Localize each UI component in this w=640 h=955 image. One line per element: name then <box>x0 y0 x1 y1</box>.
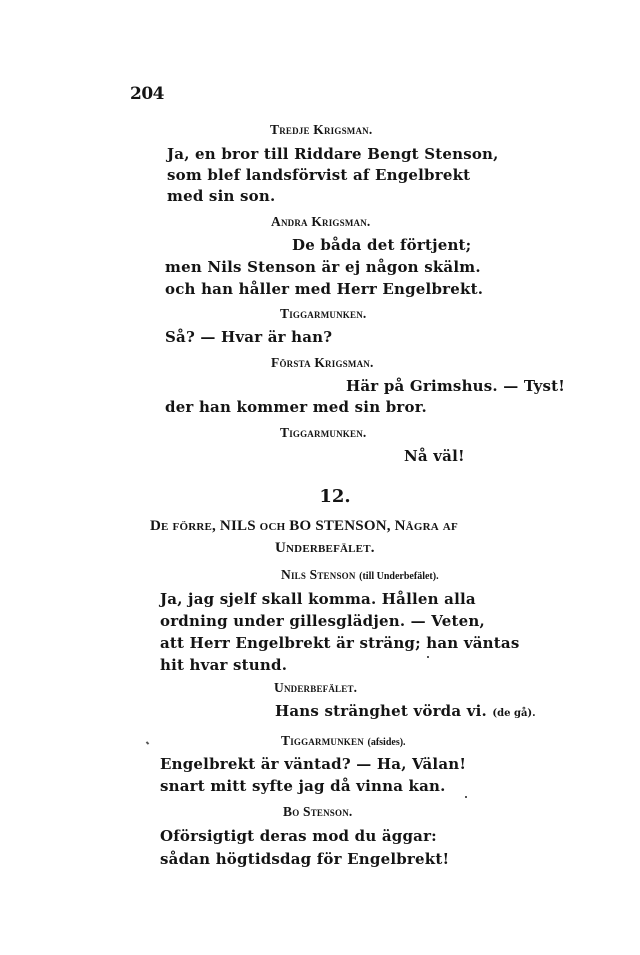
speaker-tiggarmunken: Tiggarmunken. <box>280 425 367 440</box>
stage-direction: (afsides). <box>367 737 406 748</box>
speaker-name: Tiggarmunken <box>281 733 364 748</box>
verse-line: med sin son. <box>167 187 276 205</box>
speaker-name: Nils Stenson <box>281 567 356 582</box>
speaker-tiggarmunken: Tiggarmunken. <box>280 306 367 321</box>
verse-line: Engelbrekt är väntad? — Ha, Välan! <box>160 755 467 773</box>
stage-direction: (de gå). <box>492 708 536 719</box>
print-speck <box>465 796 467 798</box>
scene-number: 12. <box>319 486 351 507</box>
verse-line: ordning under gillesglädjen. — Veten, <box>160 612 485 630</box>
stage-direction: (till Underbefälet). <box>359 571 439 582</box>
verse-line: Så? — Hvar är han? <box>165 328 333 346</box>
speaker-underbefalet: Underbefälet. <box>274 680 358 695</box>
print-speck <box>146 741 150 745</box>
verse-line: och han håller med Herr Engelbrekt. <box>165 280 484 298</box>
verse-line <box>275 702 536 720</box>
speaker-bo-stenson: Bo Stenson. <box>283 804 353 819</box>
verse-line: men Nils Stenson är ej någon skälm. <box>165 258 481 276</box>
scene-heading-line2: Underbefälet. <box>275 540 375 556</box>
verse-line: De båda det förtjent; <box>292 236 472 254</box>
verse-line: hit hvar stund. <box>160 656 288 674</box>
verse-line: att Herr Engelbrekt är sträng; han väntas <box>160 634 520 652</box>
verse-text: Hans stränghet vörda vi. <box>275 702 487 720</box>
verse-line: Ja, en bror till Riddare Bengt Stenson, <box>167 145 499 163</box>
verse-line: sådan högtidsdag för Engelbrekt! <box>160 850 450 868</box>
scene-heading-line1: De förre, NILS och BO STENSON, Några af <box>150 518 458 534</box>
verse-line: Ja, jag sjelf skall komma. Hållen alla <box>160 590 476 608</box>
verse-line: Här på Grimshus. — Tyst! <box>346 377 566 395</box>
speaker-andra-krigsman: Andra Krigsman. <box>271 214 371 229</box>
verse-line: Oförsigtigt deras mod du äggar: <box>160 827 437 845</box>
verse-line: der han kommer med sin bror. <box>165 398 427 416</box>
print-speck <box>427 656 429 658</box>
verse-line: som blef landsförvist af Engelbrekt <box>167 166 471 184</box>
verse-line: Nå väl! <box>404 447 465 465</box>
page-number: 204 <box>130 84 164 104</box>
speaker-forsta-krigsman: Första Krigsman. <box>271 355 374 370</box>
speaker-nils-stenson <box>281 567 439 583</box>
speaker-tiggarmunken-afsides <box>281 733 406 749</box>
verse-line: snart mitt syfte jag då vinna kan. <box>160 777 446 795</box>
speaker-tredje-krigsman: Tredje Krigsman. <box>270 122 373 137</box>
